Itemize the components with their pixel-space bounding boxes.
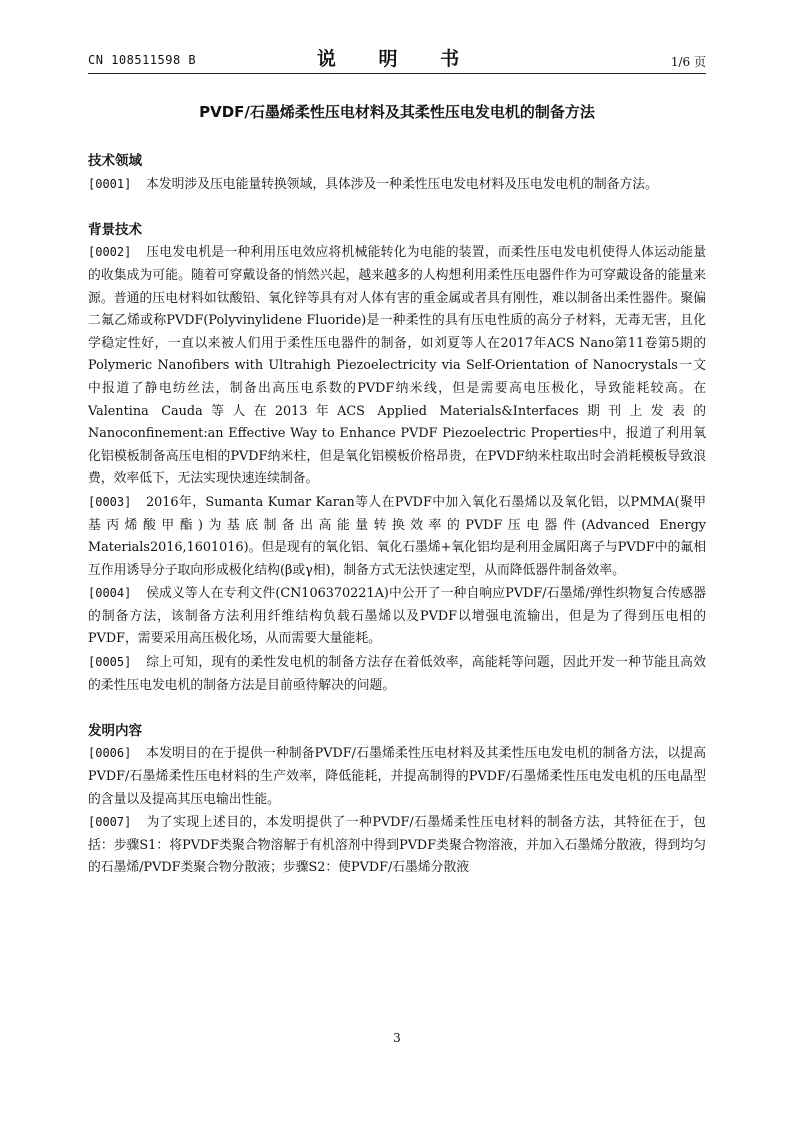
document-type: 说 明 书 [316, 48, 478, 70]
page-header [88, 44, 706, 74]
paragraph-0005 [88, 651, 706, 697]
paragraph-0003 [88, 491, 706, 582]
paragraph-number: [0006] [88, 746, 132, 761]
page-reference: 1/6 页 [670, 55, 706, 69]
paragraph-text: 本发明目的在于提供一种制备PVDF/石墨烯柔性压电材料及其柔性压电发电机的制备方法，以提高PVDF/石墨烯柔性压电材料的生产效率，降低能耗，并提高制得的PVDF/石墨烯柔性压电发电机的压电晶型的含量以及提高其压电输出性能。 [88, 746, 706, 807]
section-heading-technical-field: 技术领域 [88, 153, 142, 169]
document-body [88, 150, 706, 880]
page-number: 3 [393, 1031, 401, 1045]
paragraph-0007 [88, 811, 706, 880]
section-heading-summary: 发明内容 [88, 722, 142, 739]
paragraph-text: 本发明涉及压电能量转换领域，具体涉及一种柔性压电发电材料及压电发电机的制备方法。 [146, 176, 658, 192]
paragraph-0004 [88, 582, 706, 651]
section-heading-background: 背景技术 [88, 221, 142, 238]
paragraph-0001 [88, 173, 706, 197]
paragraph-number: [0007] [88, 815, 132, 830]
document-title: PVDF/石墨烯柔性压电材料及其柔性压电发电机的制备方法 [199, 103, 595, 121]
patent-number: CN 108511598 B [88, 53, 197, 67]
paragraph-number: [0001] [88, 176, 132, 191]
paragraph-0002 [88, 241, 706, 491]
paragraph-number: [0004] [88, 586, 132, 601]
paragraph-text: 为了实现上述目的，本发明提供了一种PVDF/石墨烯柔性压电材料的制备方法，其特征在于，包括：步骤S1：将PVDF类聚合物溶解于有机溶剂中得到PVDF类聚合物溶液，并加入石墨烯分散液，得到均匀的石墨烯/PVDF类聚合物分散液；步骤S2：使PVDF/石墨烯分散液 [88, 815, 706, 876]
paragraph-number: [0003] [88, 494, 132, 509]
paragraph-0006 [88, 742, 706, 811]
header-divider [88, 73, 706, 74]
paragraph-text: 2016年，Sumanta Kumar Karan等人在PVDF中加入氧化石墨烯以及氧化铝，以PMMA(聚甲基丙烯酸甲酯)为基底制备出高能量转换效率的PVDF压电器件(Advanced Energy Materials2016,1601016)。但是现有的氧化铝、氧化石墨烯+氧化铝均是利用金属阳离子与PVDF中的氟相互作用诱导分子取向形成极化结构(β或γ相)，制备方式无法快速定型，从而降低器件制备效率。 [88, 494, 706, 578]
paragraph-number: [0005] [88, 655, 132, 670]
paragraph-text: 压电发电机是一种利用压电效应将机械能转化为电能的装置，而柔性压电发电机使得人体运动能量的收集成为可能。随着可穿戴设备的悄然兴起，越来越多的人构想利用柔性压电器件作为可穿戴设备的能量来源。普通的压电材料如钛酸铅、氧化锌等具有对人体有害的重金属或者具有刚性，难以制备出柔性器件。聚偏二氟乙烯或称PVDF(Polyvinylidene Fluoride)是一种柔性的具有压电性质的高分子材料，无毒无害，且化学稳定性好，一直以来被人们用于柔性压电器件的制备，如刘夏等人在2017年ACS Nano第11卷第5期的Polymeric Nanofibers with Ultrahigh Piezoelectricity via Self-Orientation of Nanocrystals一文中报道了静电纺丝法，制备出高压电系数的PVDF纳米线，但是需要高电压极化，导致能耗较高。在Valentina Cauda等人在2013年ACS Applied Materials&Interfaces期刊上发表的Nanoconfinement:an Effective Way to Enhance PVDF Piezoelectric Properties中，报道了利用氧化铝模板制备高压电相的PVDF纳米柱，但是氧化铝模板价格昂贵，在PVDF纳米柱取出时会消耗模板导致浪费，效率低下，无法实现快速连续制备。 [88, 245, 706, 487]
paragraph-number: [0002] [88, 245, 132, 260]
paragraph-text: 综上可知，现有的柔性发电机的制备方法存在着低效率，高能耗等问题，因此开发一种节能且高效的柔性压电发电机的制备方法是目前亟待解决的问题。 [88, 655, 706, 693]
paragraph-text: 侯成义等人在专利文件(CN106370221A)中公开了一种自响应PVDF/石墨烯/弹性织物复合传感器的制备方法，该制备方法利用纤维结构负载石墨烯以及PVDF以增强电流输出，但是为了得到压电相的PVDF，需要采用高压极化场，从而需要大量能耗。 [88, 586, 706, 647]
